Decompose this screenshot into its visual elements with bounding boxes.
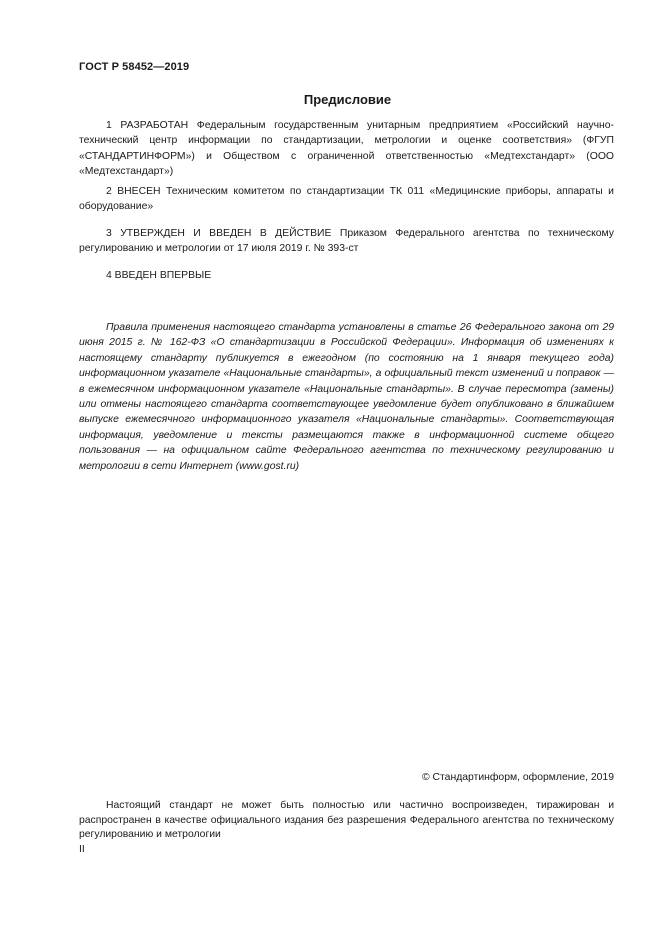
reproduction-rights-notice: Настоящий стандарт не может быть полностью или частично воспроизведен, тиражирован и распространен в качестве официального издания без разрешения Федерального агентства по техническому регулированию и метрологии — [79, 800, 614, 841]
foreword-item-developed: 1 РАЗРАБОТАН Федеральным государственным унитарным предприятием «Российский научно-технический центр информации по стандартизации, метрологии и оценке соответствия» (ФГУП «СТАНДАРТИНФОРМ») и Обществом с ограниченной ответственностью «Медтехстандарт» (ООО «Медтехстандарт») — [79, 120, 614, 178]
copyright-line: © Стандартинформ, оформление, 2019 — [421, 772, 614, 783]
application-rules-note: Правила применения настоящего стандарта установлены в статье 26 Федерального закона от 29 июня 2015 г. № 162-ФЗ «О стандартизации в Российской Федерации». Информация об изменениях к настоящему стандарту публикуется в ежегодном (по состоянию на 1 января текущего года) информационном указателе «Национальные стандарты», а официальный текст изменений и поправок — в ежемесячном информационном указателе «Национальные стандарты». В случае пересмотра (замены) или отмены настоящего стандарта соответствующее уведомление будет опубликовано в ближайшем выпуске ежемесячного информационного указателя «Национальные стандарты». Соответствующая информация, уведомление и тексты размещаются также в информационной системе общего пользования — на официальном сайте Федерального агентства по техническому регулированию и метрологии в сети Интернет (www.gost.ru) — [79, 322, 614, 472]
foreword-item-approved: 3 УТВЕРЖДЕН И ВВЕДЕН В ДЕЙСТВИЕ Приказом Федерального агентства по техническому регулированию и метрологии от 17 июля 2019 г. № 393-ст — [79, 228, 614, 255]
page-title: Предисловие — [303, 92, 392, 107]
page-number: II — [79, 844, 85, 855]
foreword-item-introduced: 4 ВВЕДЕН ВПЕРВЫЕ — [106, 270, 212, 281]
foreword-item-submitted: 2 ВНЕСЕН Техническим комитетом по стандартизации ТК 011 «Медицинские приборы, аппараты и оборудование» — [79, 186, 614, 213]
document-code: ГОСТ Р 58452—2019 — [79, 61, 190, 73]
